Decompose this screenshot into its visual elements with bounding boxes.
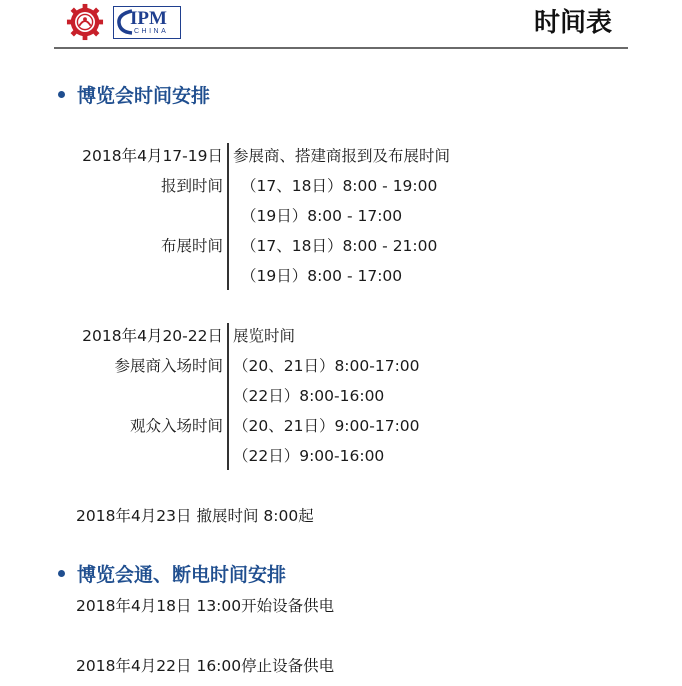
teardown-line: 2018年4月23日 撤展时间 8:00起 bbox=[76, 507, 314, 525]
bullet-icon bbox=[58, 570, 65, 577]
group1-row1-value: （17、18日）8:00 - 19:00 bbox=[241, 177, 438, 195]
group1-row1-label: 报到时间 bbox=[160, 177, 223, 195]
power-off-line: 2018年4月22日 16:00停止设备供电 bbox=[76, 657, 335, 675]
group1-row3-label: 布展时间 bbox=[160, 237, 223, 255]
section-title-expo-schedule: 博览会时间安排 bbox=[58, 83, 210, 109]
group2-row3-value: （20、21日）9:00-17:00 bbox=[233, 417, 420, 435]
group2-row3-label: 观众入场时间 bbox=[129, 417, 223, 435]
group1-heading: 参展商、搭建商报到及布展时间 bbox=[233, 147, 451, 165]
group2-vertical-rule bbox=[227, 323, 229, 470]
page-header bbox=[0, 0, 682, 50]
gear-seal-logo-icon bbox=[66, 3, 104, 41]
logo-main-text: IPM bbox=[130, 8, 167, 29]
ipm-china-logo bbox=[113, 6, 181, 39]
group1-date: 2018年4月17-19日 bbox=[82, 147, 223, 165]
group1-vertical-rule bbox=[227, 143, 229, 290]
group1-row2-value: （19日）8:00 - 17:00 bbox=[241, 207, 403, 225]
power-on-line: 2018年4月18日 13:00开始设备供电 bbox=[76, 597, 335, 615]
group1-row4-value: （19日）8:00 - 17:00 bbox=[241, 267, 403, 285]
logo-sub-text: CHINA bbox=[134, 28, 169, 35]
group2-row2-value: （22日）8:00-16:00 bbox=[233, 387, 385, 405]
group1-row3-value: （17、18日）8:00 - 21:00 bbox=[241, 237, 438, 255]
header-divider bbox=[54, 47, 628, 49]
group2-row1-label: 参展商入场时间 bbox=[114, 357, 223, 375]
group2-row1-value: （20、21日）8:00-17:00 bbox=[233, 357, 420, 375]
bullet-icon bbox=[58, 91, 65, 98]
section-title-power-schedule: 博览会通、断电时间安排 bbox=[58, 562, 286, 588]
group2-heading: 展览时间 bbox=[233, 327, 296, 345]
group2-date: 2018年4月20-22日 bbox=[82, 327, 223, 345]
group2-row4-value: （22日）9:00-16:00 bbox=[233, 447, 385, 465]
page-title: 时间表 bbox=[533, 8, 612, 38]
